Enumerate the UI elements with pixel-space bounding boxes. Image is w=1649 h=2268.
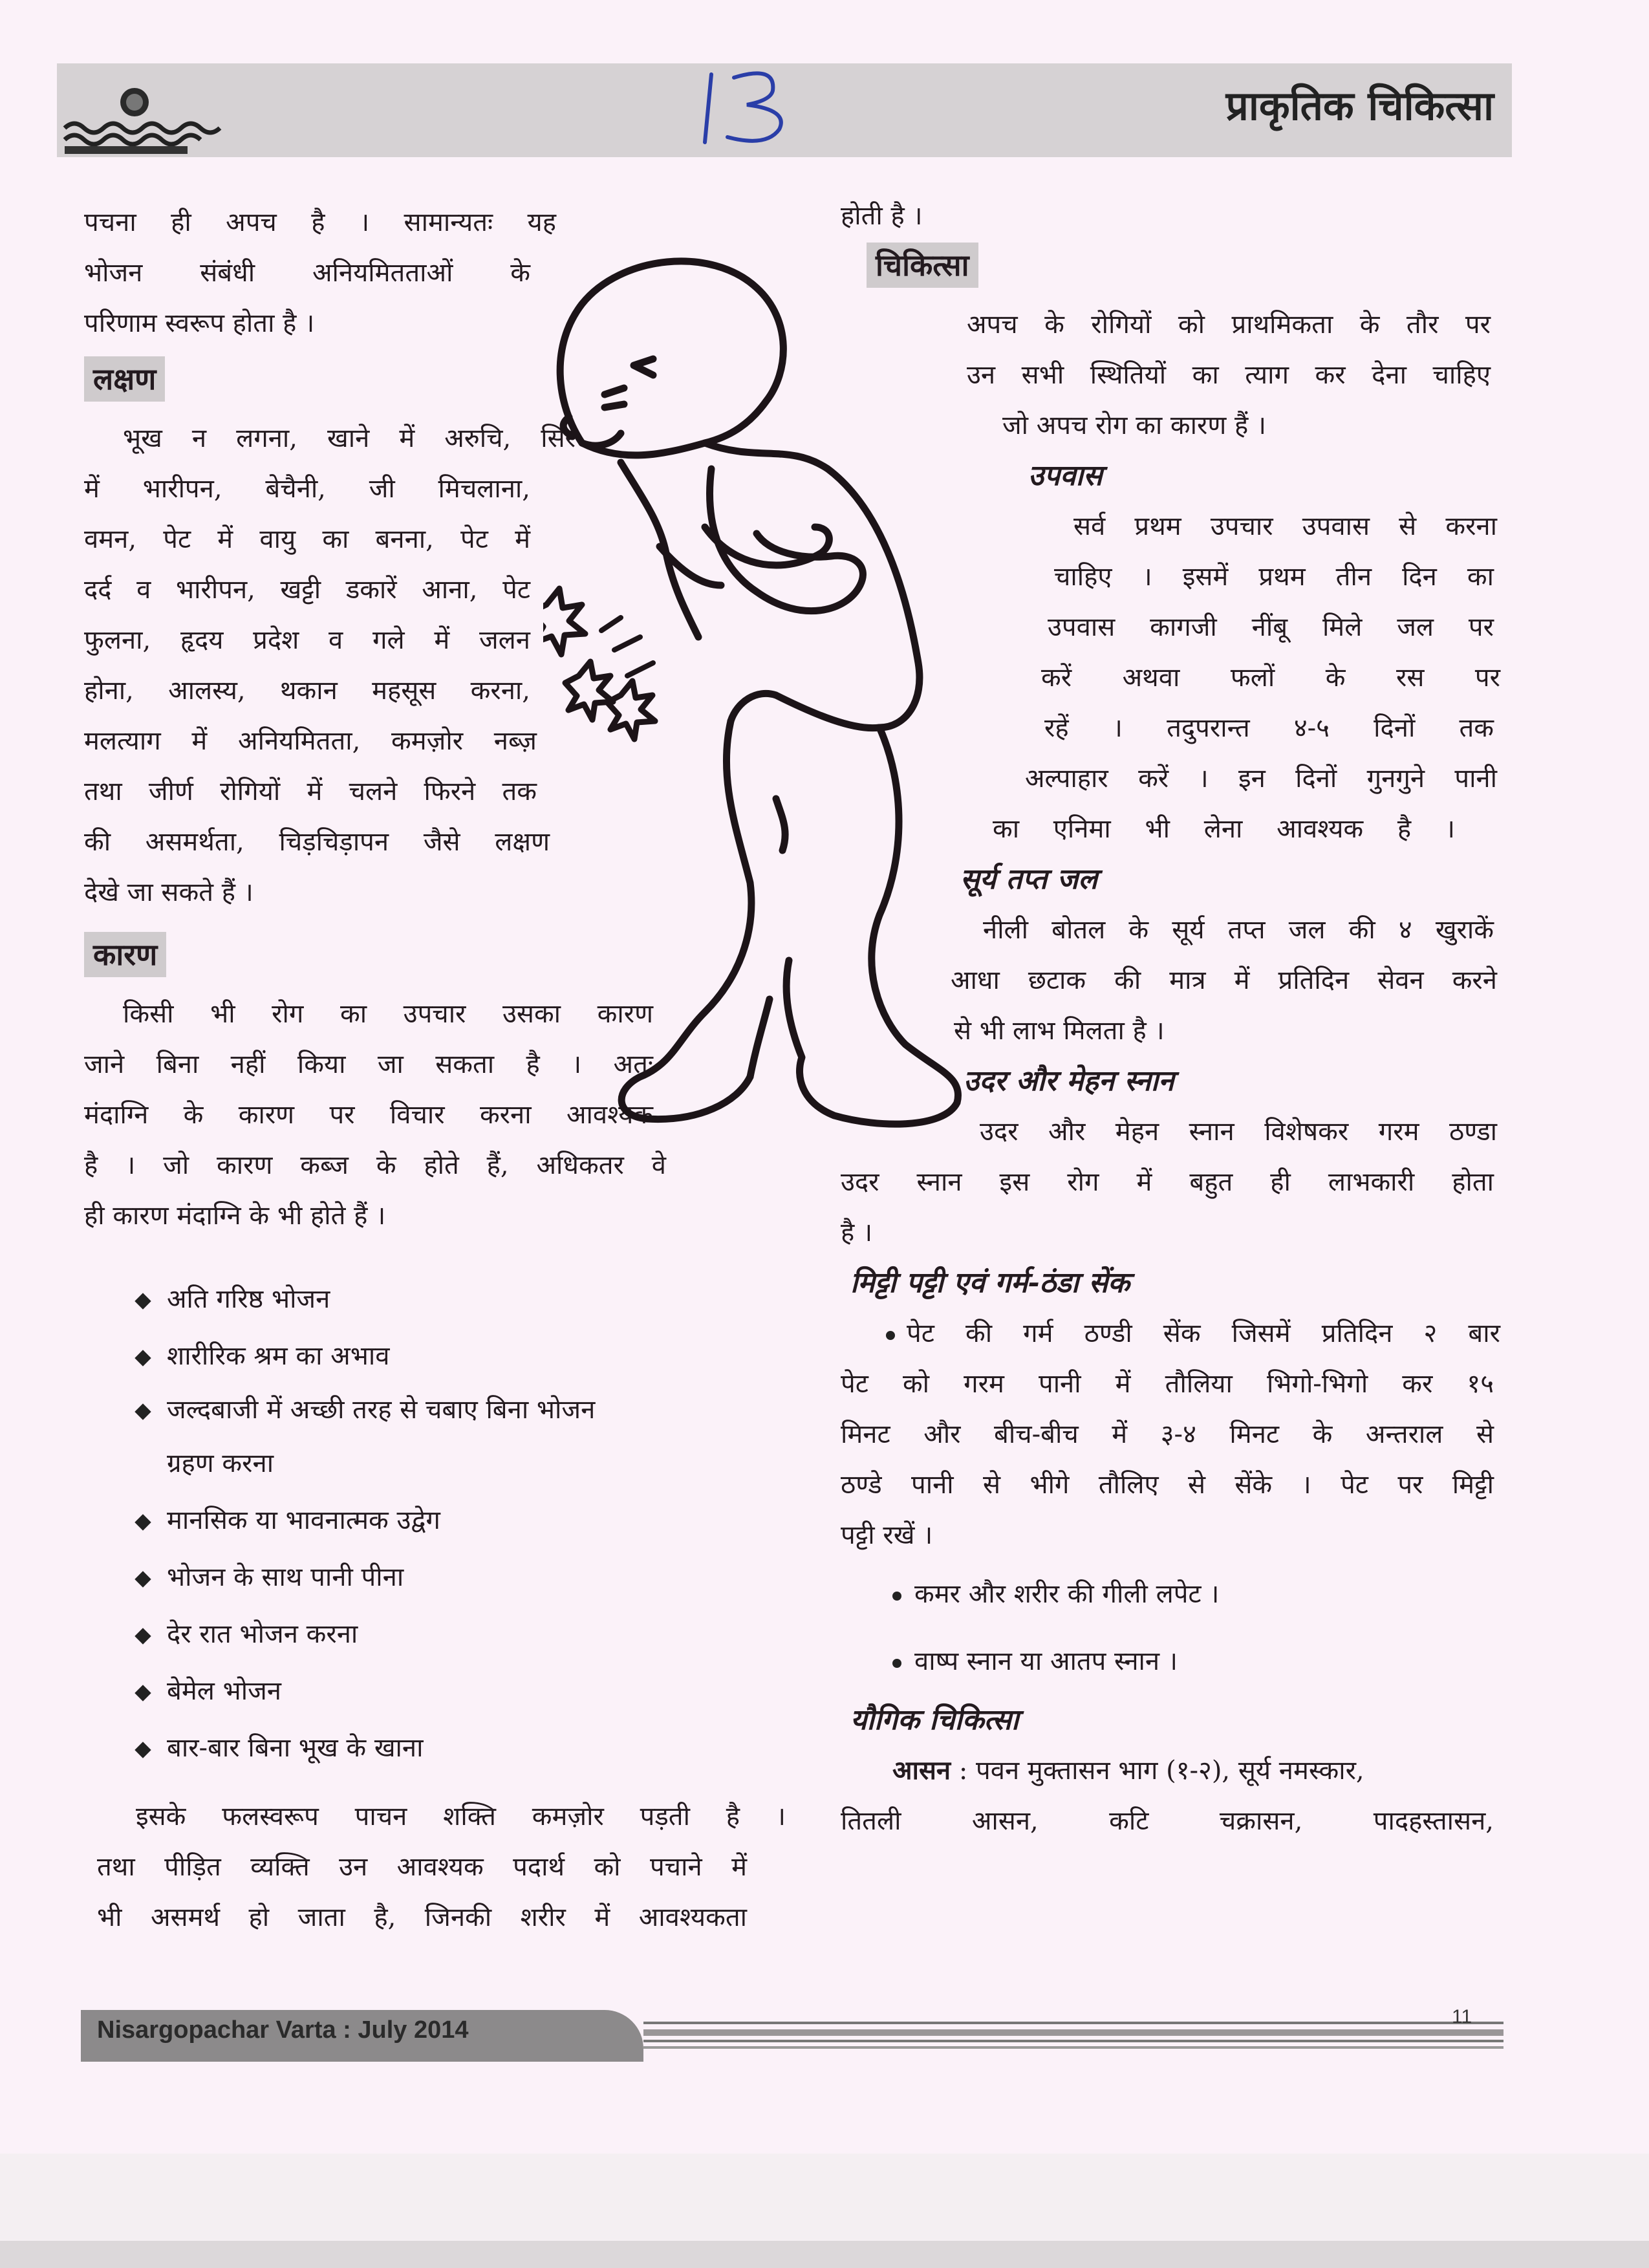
cause-line: किसी भी रोग का उपचार उसका कारण: [123, 999, 653, 1029]
list-item: जल्दबाजी में अच्छी तरह से चबाए बिना भोजन: [84, 1385, 795, 1435]
list-item: बेमेल भोजन: [84, 1663, 795, 1720]
diamond-bullet-icon: [135, 1571, 151, 1587]
round-bullet-icon: [886, 1331, 895, 1340]
list-item: मानसिक या भावनात्मक उद्वेग: [84, 1492, 795, 1549]
cause-line: ही कारण मंदाग्नि के भी होते हैं ।: [84, 1201, 386, 1231]
mud-line: मिनट और बीच-बीच में ३-४ मिनट के अन्तराल से: [841, 1420, 1494, 1449]
fasting-line: रहें । तदुपरान्त ४-५ दिनों तक: [1044, 713, 1494, 743]
list-item: शारीरिक श्रम का अभाव: [84, 1328, 795, 1385]
closing-line: भी असमर्थ हो जाता है, जिनकी शरीर में आवश्यकता: [97, 1903, 747, 1932]
diamond-bullet-icon: [135, 1685, 151, 1701]
bath-heading: उदर और मेहन स्नान: [964, 1064, 1174, 1097]
bath-line: उदर स्नान इस रोग में बहुत ही लाभकारी होता: [841, 1167, 1494, 1197]
magazine-footer: Nisargopachar Varta : July 2014: [97, 2016, 469, 2044]
list-item: बार-बार बिना भूख के खाना: [84, 1720, 795, 1777]
fasting-line: सर्व प्रथम उपचार उपवास से करना: [1073, 512, 1497, 541]
list-item-continuation: ग्रहण करना: [167, 1449, 274, 1478]
symptom-line: मलत्याग में अनियमितता, कमज़ोर नब्ज़: [84, 726, 537, 756]
symptom-line: फुलना, हृदय प्रदेश व गले में जलन: [84, 625, 530, 655]
fasting-heading: उपवास: [1028, 459, 1103, 492]
symptom-line: होना, आलस्य, थकान महसूस करना,: [84, 676, 530, 706]
bath-line: उदर और मेहन स्नान विशेषकर गरम ठण्डा: [980, 1117, 1497, 1147]
bath-line: है ।: [841, 1218, 873, 1247]
list-item: वाष्प स्नान या आतप स्नान ।: [841, 1628, 1507, 1695]
right-column: [841, 191, 1507, 1846]
page-number: 11: [1452, 2006, 1472, 2027]
symptom-line: भूख न लगना, खाने में अरुचि, सिर: [123, 424, 576, 453]
cause-list: [84, 1271, 795, 1777]
fasting-line: चाहिए । इसमें प्रथम तीन दिन का: [1054, 562, 1494, 592]
mud-line: पट्टी रखें ।: [841, 1520, 933, 1550]
cause-line: जाने बिना नहीं किया जा सकता है । अतः: [84, 1050, 653, 1079]
intro-line: परिणाम स्वरूप होता है ।: [84, 308, 315, 338]
sun-water-line: नीली बोतल के सूर्य तप्त जल की ४ खुराकें: [983, 915, 1494, 945]
closing-line: इसके फलस्वरूप पाचन शक्ति कमज़ोर पड़ती है ।: [136, 1802, 786, 1831]
closing-paragraph: [97, 1791, 786, 1943]
list-item: देर रात भोजन करना: [84, 1606, 795, 1663]
handwritten-page-number: [692, 65, 802, 149]
intro-line: पचना ही अपच है । सामान्यतः यह: [84, 208, 556, 237]
diamond-bullet-icon: [135, 1293, 151, 1309]
causes-heading: कारण: [84, 932, 166, 977]
symptom-line: देखे जा सकते हैं ।: [84, 878, 253, 907]
closing-line: तथा पीड़ित व्यक्ति उन आवश्यक पदार्थ को पचाने में: [97, 1852, 747, 1882]
round-bullet-icon: [892, 1592, 901, 1601]
fasting-line: उपवास कागजी नींबू मिले जल पर: [1048, 612, 1494, 642]
footer-rule-lines: [643, 2016, 1536, 2055]
round-bullet-icon: [892, 1659, 901, 1668]
fasting-line: का एनिमा भी लेना आवश्यक है ।: [993, 814, 1455, 844]
fasting-line: अल्पाहार करें । इन दिनों गुनगुने पानी: [1025, 764, 1497, 794]
treatment-line: उन सभी स्थितियों का त्याग कर देना चाहिए: [967, 360, 1491, 390]
list-item: भोजन के साथ पानी पीना: [84, 1549, 795, 1606]
symptom-line: दर्द व भारीपन, खट्टी डकारें आना, पेट: [84, 575, 530, 605]
symptom-line: की असमर्थता, चिड़चिड़ापन जैसे लक्षण: [84, 827, 550, 857]
mud-line: पेट की गर्म ठण्डी सेंक जिसमें प्रतिदिन २ बार: [886, 1308, 1500, 1359]
sun-water-line: आधा छटाक की मात्र में प्रतिदिन सेवन करने: [951, 966, 1497, 995]
mud-line: पेट को गरम पानी में तौलिया भिगो-भिगो कर १५: [841, 1369, 1494, 1399]
mud-heading: मिट्टी पट्टी एवं गर्म-ठंडा सेंक: [850, 1266, 1130, 1299]
continuation-line: होती है ।: [841, 201, 923, 231]
diamond-bullet-icon: [135, 1403, 151, 1420]
symptoms-heading: लक्षण: [84, 356, 165, 402]
mud-line: ठण्डे पानी से भीगे तौलिए से सेंके । पेट पर मिट्टी: [841, 1470, 1494, 1500]
intro-line: भोजन संबंधी अनियमितताओं के: [84, 258, 530, 288]
asana-line: तितली आसन, कटि चक्रासन, पादहस्तासन,: [841, 1806, 1494, 1836]
sun-waves-logo-icon: [61, 76, 230, 160]
asana-label: आसन: [892, 1755, 951, 1786]
treatment-heading: चिकित्सा: [867, 243, 978, 288]
list-item: कमर और शरीर की गीली लपेट ।: [841, 1561, 1507, 1628]
yoga-heading: यौगिक चिकित्सा: [850, 1703, 1019, 1736]
diamond-bullet-icon: [135, 1514, 151, 1530]
list-item: अति गरिष्ठ भोजन: [84, 1271, 795, 1328]
treatment-line: अपच के रोगियों को प्राथमिकता के तौर पर: [967, 310, 1491, 340]
sun-water-heading: सूर्य तप्त जल: [960, 863, 1098, 896]
page-title: प्राकृतिक चिकित्सा: [1225, 82, 1494, 129]
cause-line: है । जो कारण कब्ज के होते हैं, अधिकतर वे: [84, 1150, 666, 1180]
treatment-line: जो अपच रोग का कारण हैं ।: [1002, 411, 1267, 440]
sun-water-line: से भी लाभ मिलता है ।: [954, 1016, 1165, 1046]
diamond-bullet-icon: [135, 1628, 151, 1644]
fasting-line: करें अथवा फलों के रस पर: [1041, 663, 1500, 693]
symptom-line: में भारीपन, बेचैनी, जी मिचलाना,: [84, 474, 530, 504]
symptom-line: वमन, पेट में वायु का बनना, पेट में: [84, 524, 530, 554]
cause-line: मंदाग्नि के कारण पर विचार करना आवश्यक: [84, 1100, 653, 1130]
diamond-bullet-icon: [135, 1350, 151, 1366]
scan-edge: [0, 2241, 1649, 2268]
diamond-bullet-icon: [135, 1742, 151, 1758]
symptom-line: तथा जीर्ण रोगियों में चलने फिरने तक: [84, 777, 537, 806]
asana-line: आसन : पवन मुक्तासन भाग (१-२), सूर्य नमस्कार,: [892, 1755, 1364, 1786]
